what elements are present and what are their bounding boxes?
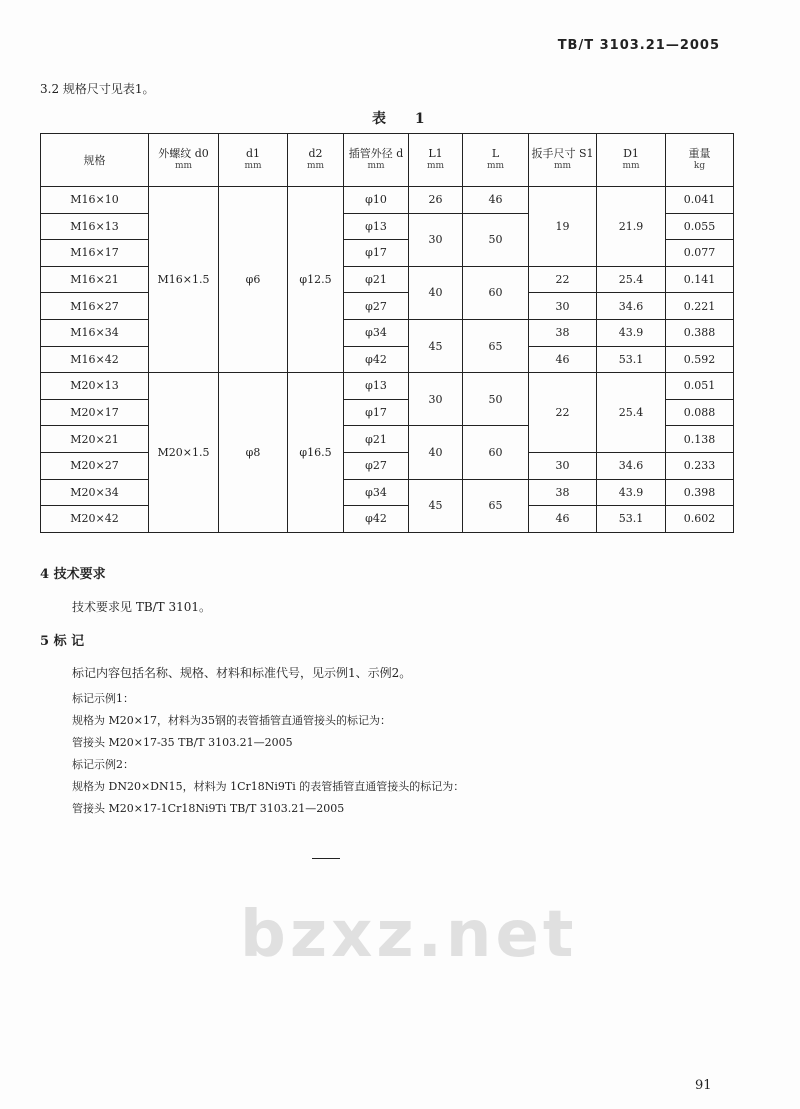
column-header-label: L1 xyxy=(428,147,443,160)
column-header-label: 规格 xyxy=(83,153,106,167)
column-header-label: 重量 xyxy=(688,147,711,160)
table-cell: φ21 xyxy=(344,426,409,453)
table-cell: 22 xyxy=(529,266,597,293)
section-5-title: 5 标 记 xyxy=(40,634,85,649)
table-row xyxy=(41,373,734,400)
table-cell: 43.9 xyxy=(597,479,666,506)
column-header-label: L xyxy=(491,147,500,160)
spec-table xyxy=(40,133,734,533)
column-header-unit: mm xyxy=(244,161,262,171)
column-header-unit: mm xyxy=(486,161,505,171)
column-header-unit: mm xyxy=(553,161,572,171)
table-row xyxy=(41,452,734,479)
table-row xyxy=(41,293,734,320)
table-row xyxy=(41,266,734,293)
table-cell: φ27 xyxy=(344,452,409,479)
table-cell: M16×1.5 xyxy=(149,187,219,373)
table-cell: M20×42 xyxy=(41,506,149,533)
table-cell: φ8 xyxy=(219,373,288,533)
table-cell: 46 xyxy=(463,187,529,214)
table-cell: 65 xyxy=(463,479,529,532)
table-cell: 43.9 xyxy=(597,319,666,346)
table-cell: M16×42 xyxy=(41,346,149,373)
table-cell: 60 xyxy=(463,266,529,319)
standard-number: TB/T 3103.21—2005 xyxy=(557,38,720,53)
column-header-label: 扳手尺寸 S1 xyxy=(531,147,594,160)
table-cell: φ42 xyxy=(344,346,409,373)
table-row xyxy=(41,346,734,373)
table-cell: 0.398 xyxy=(666,479,734,506)
column-header-label: d2 xyxy=(308,147,323,160)
section-4-title: 4 技术要求 xyxy=(40,567,106,582)
table-cell: 0.388 xyxy=(666,319,734,346)
table-cell: φ17 xyxy=(344,240,409,267)
table-cell: φ10 xyxy=(344,187,409,214)
table-cell: 19 xyxy=(529,187,597,267)
column-header-label: 插管外径 d xyxy=(348,147,404,160)
table-cell: φ17 xyxy=(344,399,409,426)
section-5-line: 规格为 M20×17，材料为35钢的表管插管直通管接头的标记为： xyxy=(72,714,391,727)
table-cell: 25.4 xyxy=(597,266,666,293)
table-cell: M20×34 xyxy=(41,479,149,506)
table-cell: φ16.5 xyxy=(288,373,344,533)
table-cell: 46 xyxy=(529,346,597,373)
table-cell: φ21 xyxy=(344,266,409,293)
table-cell: 0.602 xyxy=(666,506,734,533)
table-caption: 表 1 xyxy=(372,111,437,127)
table-cell: 0.233 xyxy=(666,452,734,479)
table-cell: M16×13 xyxy=(41,213,149,240)
column-header xyxy=(41,134,149,187)
table-cell: φ34 xyxy=(344,479,409,506)
column-header xyxy=(409,134,463,187)
section-5-line: 标记示例2： xyxy=(72,758,134,771)
section-5-line: 规格为 DN20×DN15，材料为 1Cr18Ni9Ti 的表管插管直通管接头的标记为： xyxy=(72,780,465,793)
column-header-unit: mm xyxy=(426,161,445,171)
column-header-label: D1 xyxy=(623,147,639,160)
table-cell: M20×13 xyxy=(41,373,149,400)
table-row xyxy=(41,506,734,533)
column-header xyxy=(344,134,409,187)
table-cell: 21.9 xyxy=(597,187,666,267)
table-cell: 0.221 xyxy=(666,293,734,320)
table-cell: M20×17 xyxy=(41,399,149,426)
table-cell: φ6 xyxy=(219,187,288,373)
table-cell: 46 xyxy=(529,506,597,533)
table-cell: M16×27 xyxy=(41,293,149,320)
table-cell: 30 xyxy=(409,373,463,426)
column-header xyxy=(666,134,734,187)
table-cell: M16×34 xyxy=(41,319,149,346)
table-cell: 30 xyxy=(409,213,463,266)
page-number: 91 xyxy=(695,1078,712,1093)
table-cell: 0.041 xyxy=(666,187,734,214)
table-cell: M20×1.5 xyxy=(149,373,219,533)
column-header xyxy=(529,134,597,187)
table-header-row xyxy=(41,134,734,187)
column-header-label: d1 xyxy=(245,147,261,160)
table-row xyxy=(41,187,734,214)
table-cell: 53.1 xyxy=(597,346,666,373)
table-cell: 38 xyxy=(529,479,597,506)
table-cell: 53.1 xyxy=(597,506,666,533)
table-cell: φ27 xyxy=(344,293,409,320)
table-cell: 34.6 xyxy=(597,293,666,320)
table-cell: M16×21 xyxy=(41,266,149,293)
table-cell: 0.141 xyxy=(666,266,734,293)
watermark: bzxz.net xyxy=(240,898,578,972)
section-3-2: 3.2 规格尺寸见表1。 xyxy=(40,82,155,96)
table-cell: 0.088 xyxy=(666,399,734,426)
section-5-line: 标记示例1： xyxy=(72,692,134,705)
table-cell: 45 xyxy=(409,319,463,372)
column-header xyxy=(463,134,529,187)
table-cell: φ12.5 xyxy=(288,187,344,373)
column-header xyxy=(219,134,288,187)
table-cell: 65 xyxy=(463,319,529,372)
column-header-unit: mm xyxy=(367,161,385,171)
table-cell: M16×17 xyxy=(41,240,149,267)
table-cell: 50 xyxy=(463,373,529,426)
section-5-line: 管接头 M20×17-35 TB/T 3103.21—2005 xyxy=(72,736,293,749)
table-cell: 25.4 xyxy=(597,373,666,453)
column-header-unit: mm xyxy=(622,161,640,171)
table-cell: 30 xyxy=(529,293,597,320)
table-cell: 0.055 xyxy=(666,213,734,240)
table-cell: 40 xyxy=(409,426,463,479)
table-cell: φ42 xyxy=(344,506,409,533)
section-4-body: 技术要求见 TB/T 3101。 xyxy=(72,600,212,614)
section-5-line: 管接头 M20×17-1Cr18Ni9Ti TB/T 3103.21—2005 xyxy=(72,802,345,815)
table-cell: 30 xyxy=(529,452,597,479)
table-cell: 22 xyxy=(529,373,597,453)
table-cell: 0.051 xyxy=(666,373,734,400)
column-header-unit: kg xyxy=(693,161,706,171)
table-cell: 34.6 xyxy=(597,452,666,479)
table-cell: M16×10 xyxy=(41,187,149,214)
end-rule xyxy=(312,858,340,859)
table-cell: 0.077 xyxy=(666,240,734,267)
column-header xyxy=(288,134,344,187)
table-row xyxy=(41,479,734,506)
column-header-label: 外螺纹 d0 xyxy=(158,147,209,160)
table-cell: 60 xyxy=(463,426,529,479)
table-cell: φ13 xyxy=(344,213,409,240)
column-header-unit: mm xyxy=(306,161,325,171)
table-cell: M20×21 xyxy=(41,426,149,453)
table-row xyxy=(41,319,734,346)
section-5-line: 标记内容包括名称、规格、材料和标准代号，见示例1、示例2。 xyxy=(72,666,412,680)
table-cell: 0.592 xyxy=(666,346,734,373)
table-cell: φ13 xyxy=(344,373,409,400)
table-cell: 40 xyxy=(409,266,463,319)
table-cell: 38 xyxy=(529,319,597,346)
table-cell: φ34 xyxy=(344,319,409,346)
table-cell: M20×27 xyxy=(41,452,149,479)
table-cell: 0.138 xyxy=(666,426,734,453)
table-cell: 50 xyxy=(463,213,529,266)
column-header xyxy=(597,134,666,187)
table-cell: 45 xyxy=(409,479,463,532)
column-header xyxy=(149,134,219,187)
table-cell: 26 xyxy=(409,187,463,214)
column-header-unit: mm xyxy=(174,161,193,171)
